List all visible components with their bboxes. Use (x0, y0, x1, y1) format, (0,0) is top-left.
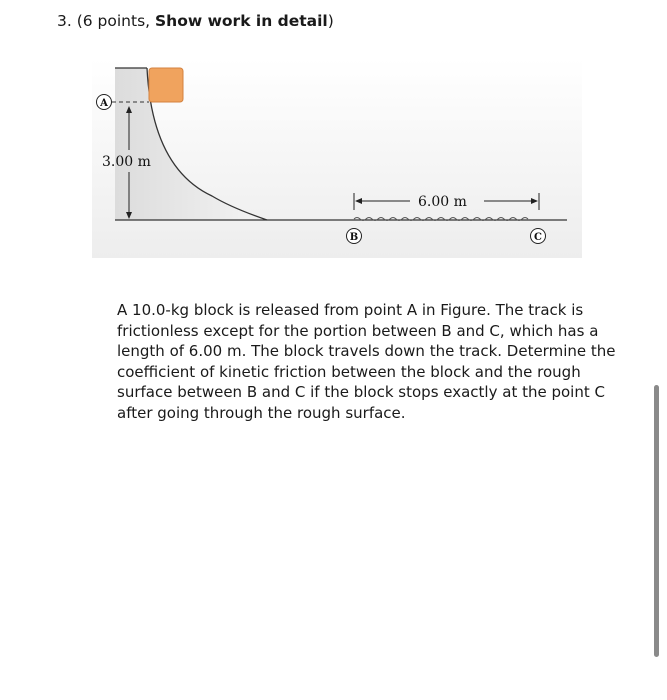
question-number-points: 3. (6 points, (57, 12, 156, 30)
problem-statement: A 10.0-kg block is released from point A in Figure. The track is frictionless except for the portion between B and C, which has a length of 6.00 m. The block travels down the track. Determine the coefficient of kinetic friction between the block and the rough surface between B and C if the block stops exactly at the point C after going through the rough surface. (117, 301, 616, 422)
vertical-scrollbar[interactable] (654, 385, 659, 657)
question-header (57, 11, 334, 31)
question-close-paren: ) (327, 12, 334, 30)
physics-figure (92, 58, 582, 258)
height-label: 3.00 m (102, 154, 151, 170)
point-c-label: C (534, 232, 542, 243)
track-diagram (92, 58, 582, 258)
point-b-label: B (349, 232, 359, 243)
question-instruction: Show work in detail (155, 12, 328, 30)
block (149, 68, 183, 102)
point-a-label: A (100, 98, 108, 109)
length-label: 6.00 m (418, 194, 467, 210)
